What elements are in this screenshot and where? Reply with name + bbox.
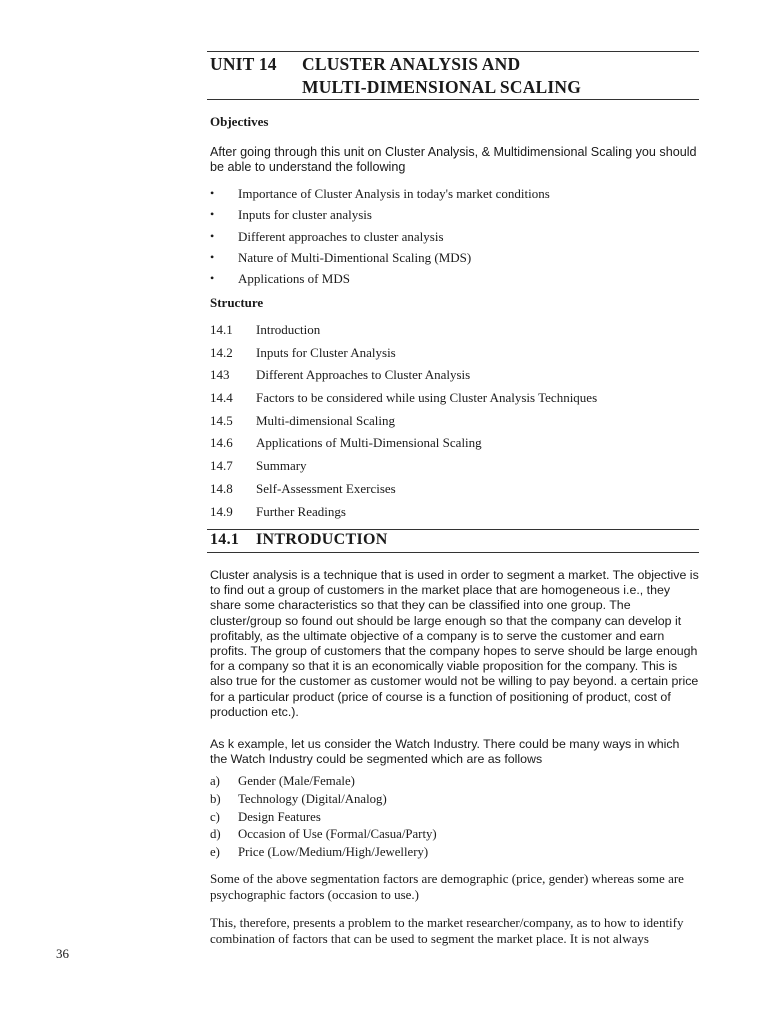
toc-row (210, 364, 597, 387)
bullet-icon: • (210, 186, 215, 200)
bullet-icon: • (210, 271, 215, 286)
unit-number: UNIT 14 (210, 54, 277, 74)
toc-row (210, 501, 597, 524)
section-bottom-rule (207, 552, 699, 553)
toc-title: Self-Assessment Exercises (256, 480, 396, 496)
toc-title: Different Approaches to Cluster Analysis (256, 367, 471, 383)
top-rule (207, 51, 699, 52)
list-item (210, 844, 437, 862)
objective-text: Inputs for cluster analysis (238, 207, 372, 223)
toc-number: 14.1 (210, 322, 233, 337)
objectives-heading: Objectives (210, 114, 269, 129)
unit-title-line1: CLUSTER ANALYSIS AND (302, 54, 521, 74)
list-label: a) (210, 774, 220, 788)
toc-number: 14.6 (210, 435, 233, 451)
list-item (210, 791, 437, 809)
objective-text: Nature of Multi-Dimentional Scaling (MDS) (238, 249, 472, 265)
toc-number: 143 (210, 367, 230, 383)
segmentation-list (210, 773, 437, 862)
toc-row (210, 432, 597, 455)
section-top-rule (207, 529, 699, 530)
objective-item (210, 247, 550, 268)
bullet-icon: • (210, 207, 215, 222)
section-number: 14.1 (210, 531, 240, 548)
list-text: Technology (Digital/Analog) (238, 791, 387, 806)
toc-number: 14.7 (210, 458, 233, 474)
toc-title: Further Readings (256, 503, 346, 519)
list-item (210, 809, 437, 827)
toc-row (210, 410, 597, 433)
list-item (210, 826, 437, 844)
intro-paragraph-3: Some of the above segmentation factors are demographic (price, gender) whereas some are psychographic factors (occasion to use.) (210, 871, 684, 902)
toc-row (210, 319, 597, 342)
objective-text: Importance of Cluster Analysis in today's market conditions (238, 186, 550, 201)
objective-text: Different approaches to cluster analysis (238, 228, 444, 244)
toc-row (210, 478, 597, 501)
list-label: e) (210, 845, 220, 860)
toc-title: Inputs for Cluster Analysis (256, 344, 396, 360)
bullet-icon: • (210, 249, 215, 264)
objective-item (210, 204, 550, 225)
intro-paragraph-4: This, therefore, presents a problem to the market researcher/company, as to how to identify combination of factors that can be used to segment the market place. It is not always (210, 915, 684, 946)
toc-number: 14.2 (210, 344, 233, 360)
toc-number: 14.4 (210, 390, 233, 406)
section-title: INTRODUCTION (256, 531, 388, 548)
toc-title: Introduction (256, 322, 321, 337)
list-text: Price (Low/Medium/High/Jewellery) (238, 845, 429, 860)
bullet-icon: • (210, 228, 215, 243)
objective-item (210, 226, 550, 247)
list-label: d) (210, 827, 221, 842)
toc-row (210, 387, 597, 410)
toc-row (210, 342, 597, 365)
toc-title: Summary (256, 458, 307, 474)
objectives-list (210, 183, 550, 289)
list-text: Occasion of Use (Formal/Casua/Party) (238, 827, 437, 842)
page-number: 36 (56, 946, 69, 961)
title-bottom-rule (207, 99, 699, 100)
objective-item (210, 183, 550, 204)
toc-number: 14.8 (210, 480, 233, 496)
list-text: Design Features (238, 809, 321, 824)
list-label: c) (210, 809, 220, 824)
unit-title-line2: MULTI-DIMENSIONAL SCALING (302, 77, 582, 97)
toc-title: Factors to be considered while using Cluster Analysis Techniques (256, 390, 598, 406)
section-heading (210, 531, 388, 549)
intro-paragraph-1: Cluster analysis is a technique that is used in order to segment a market. The objective is to find out a group of customers in the market place that are homogeneous i.e., they share some characteristics so that they can be classified into one group. The cluster/group so found out should be large enough so that the company can develop it profitably, as the ultimate objective of a company is to serve the customer and earn profits. The group of customers that the company hopes to serve should be large enough for a company so that it is an economically viable proposition for the company. This is also true for the customer as customer would not be willing to pay beyond. a certain price for a particular product (price of course is a function of positioning of product, cost of production etc.). (210, 568, 699, 719)
intro-paragraph-2: As k example, let us consider the Watch Industry. There could be many ways in which the Watch Industry could be segmented which are as follows (210, 737, 680, 767)
objective-text: Applications of MDS (238, 271, 350, 287)
toc-row (210, 455, 597, 478)
toc-number: 14.5 (210, 412, 233, 428)
toc-title: Multi-dimensional Scaling (256, 412, 396, 428)
structure-heading: Structure (210, 295, 264, 310)
structure-list (210, 319, 597, 523)
toc-title: Applications of Multi-Dimensional Scaling (256, 435, 482, 451)
list-text: Gender (Male/Female) (238, 774, 355, 788)
objectives-intro: After going through this unit on Cluster Analysis, & Multidimensional Scaling you should be able to understand the following (210, 145, 697, 175)
objective-item (210, 268, 550, 289)
unit-title (210, 53, 581, 99)
list-label: b) (210, 791, 221, 806)
list-item (210, 773, 437, 791)
toc-number: 14.9 (210, 503, 233, 519)
